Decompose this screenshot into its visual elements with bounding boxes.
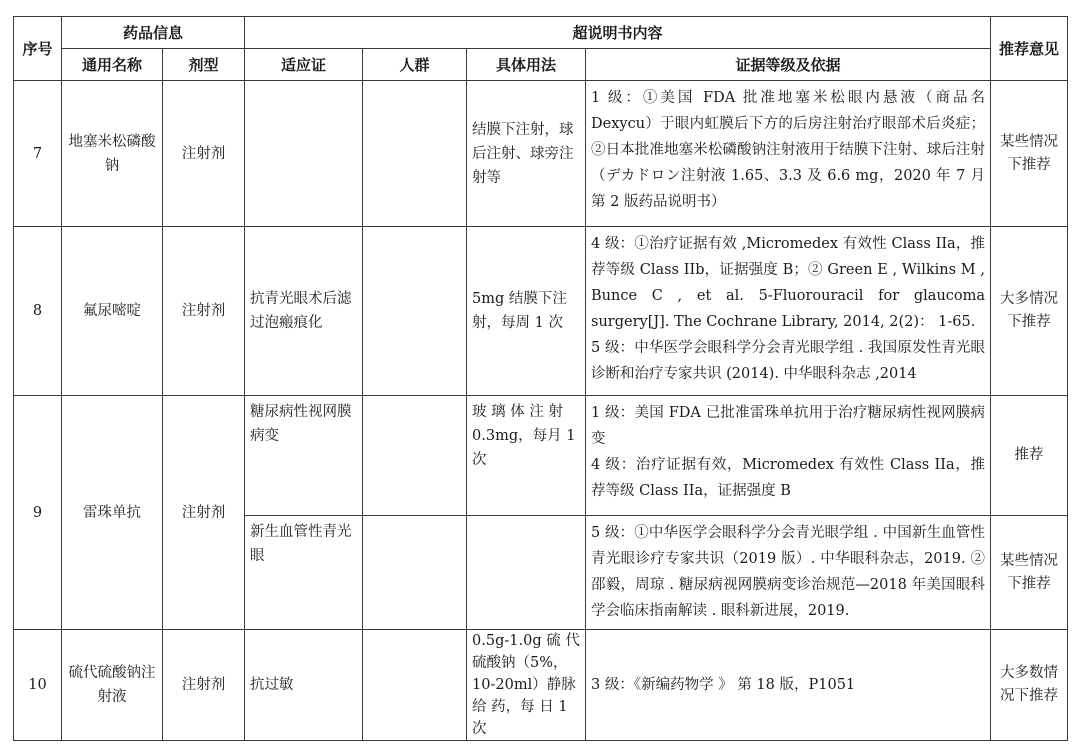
- row-indication: 糖尿病性视网膜病变: [245, 396, 363, 516]
- header-population: 人群: [363, 49, 467, 81]
- table-row: [14, 630, 1068, 741]
- table-row: [14, 396, 1068, 516]
- row-seq: 7: [14, 81, 62, 227]
- row-dosage-form: 注射剂: [163, 227, 245, 396]
- row-population: [363, 630, 467, 741]
- row-recommendation: 大多情况下推荐: [991, 227, 1068, 396]
- header-usage: 具体用法: [467, 49, 586, 81]
- evidence-line: 4 级：治疗证据有效，Micromedex 有效性 Class IIa，推荐等级 Class IIa，证据强度 B: [591, 457, 986, 499]
- header-drug-info: 药品信息: [62, 17, 245, 49]
- table-row: [14, 81, 1068, 227]
- row-dosage-form: 注射剂: [163, 630, 245, 741]
- off-label-drug-table-container: [13, 16, 1067, 741]
- header-seq: 序号: [14, 17, 62, 81]
- header-indication: 适应证: [245, 49, 363, 81]
- row-generic-name: 地塞米松磷酸钠: [62, 81, 163, 227]
- row-indication: 新生血管性青光眼: [245, 516, 363, 630]
- row-recommendation: 大多数情况下推荐: [991, 630, 1068, 741]
- evidence-line: 4 级：①治疗证据有效 ,Micromedex 有效性 Class IIa，推荐等级 Class IIb，证据强度 B；② Green E , Wilkins M , Bunce C , et al. 5-Fluorouracil for glaucoma surgery[J]. The Cochrane Library, 2014, 2(2)： 1-65.: [591, 236, 986, 330]
- row-evidence: [586, 396, 991, 516]
- row-generic-name: 硫代硫酸钠注射液: [62, 630, 163, 741]
- header-dosage-form: 剂型: [163, 49, 245, 81]
- off-label-drug-table: [13, 16, 1068, 741]
- row-evidence: [586, 227, 991, 396]
- row-population: [363, 227, 467, 396]
- row-population: [363, 396, 467, 516]
- row-evidence: [586, 516, 991, 630]
- row-seq: 9: [14, 396, 62, 630]
- evidence-line: 5 级：①中华医学会眼科学分会青光眼学组 . 中国新生血管性青光眼诊疗专家共识（2019 版）. 中华眼科杂志，2019. ②邵毅，周琼 . 糖尿病视网膜病变诊治规范—2018 年美国眼科学会临床指南解读 . 眼科新进展，2019.: [591, 525, 986, 619]
- row-generic-name: 雷珠单抗: [62, 396, 163, 630]
- row-dosage-form: 注射剂: [163, 396, 245, 630]
- header-generic-name: 通用名称: [62, 49, 163, 81]
- row-usage: [467, 516, 586, 630]
- row-indication: [245, 81, 363, 227]
- row-seq: 8: [14, 227, 62, 396]
- row-evidence: [586, 630, 991, 741]
- row-usage: 0.5g-1.0g 硫 代 硫酸钠（5%，10-20ml）静脉给 药，每 日 1 次: [467, 630, 586, 741]
- evidence-line: 3 级：《新编药物学 》 第 18 版，P1051: [591, 677, 856, 693]
- row-dosage-form: 注射剂: [163, 81, 245, 227]
- evidence-line: 5 级：中华医学会眼科学分会青光眼学组 . 我国原发性青光眼诊断和治疗专家共识 (2014). 中华眼科杂志 ,2014: [591, 340, 986, 382]
- row-indication: 抗过敏: [245, 630, 363, 741]
- evidence-line: 1 级：美国 FDA 已批准雷珠单抗用于治疗糖尿病性视网膜病变: [591, 405, 986, 447]
- row-seq: 10: [14, 630, 62, 741]
- row-population: [363, 81, 467, 227]
- row-evidence: [586, 81, 991, 227]
- header-recommendation: 推荐意见: [991, 17, 1068, 81]
- row-population: [363, 516, 467, 630]
- evidence-line: 1 级：①美国 FDA 批准地塞米松眼内悬液（商品名 Dexycu）于眼内虹膜后下方的后房注射治疗眼部术后炎症；②日本批准地塞米松磷酸钠注射液用于结膜下注射、球后注射（デカドロン注射液 1.65、3.3 及 6.6 mg，2020 年 7 月第 2 版药品说明书）: [591, 90, 986, 210]
- row-indication: 抗青光眼术后滤过泡瘢痕化: [245, 227, 363, 396]
- row-usage: 玻 璃 体 注 射 0.3mg，每月 1 次: [467, 396, 586, 516]
- row-usage: 5mg 结膜下注射，每周 1 次: [467, 227, 586, 396]
- table-row: [14, 227, 1068, 396]
- row-generic-name: 氟尿嘧啶: [62, 227, 163, 396]
- row-recommendation: 推荐: [991, 396, 1068, 516]
- row-recommendation: 某些情况下推荐: [991, 516, 1068, 630]
- header-evidence: 证据等级及依据: [586, 49, 991, 81]
- row-recommendation: 某些情况下推荐: [991, 81, 1068, 227]
- header-off-label-content: 超说明书内容: [245, 17, 991, 49]
- row-usage: 结膜下注射，球后注射、球旁注射等: [467, 81, 586, 227]
